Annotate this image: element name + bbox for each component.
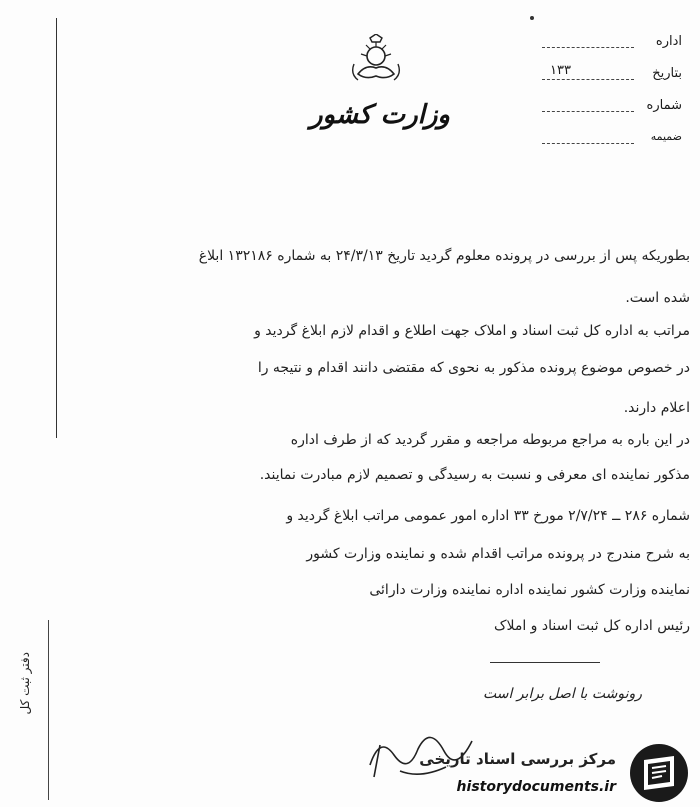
letter-line: شماره ۲۸۶ ــ ۲/۷/۲۴ مورخ ۳۳ اداره امور عمومی مراتب ابلاغ گردید و (286, 508, 690, 524)
certification-line: رونوشت با اصل برابر است (483, 686, 642, 702)
letter-line: رئیس اداره کل ثبت اسناد و املاک (493, 618, 690, 634)
watermark-title: مرکز بررسی اسناد تاریخی (419, 750, 616, 768)
header-field-value: ۱۳۳ (550, 63, 571, 78)
letter-line: مذکور نماینده ای معرفی و نسبت به رسیدگی و تصمیم لازم مبادرت نمایند. (259, 467, 690, 483)
header-field-label: بتاریخ (652, 66, 682, 81)
ink-dot (530, 16, 534, 20)
letter-line: اعلام دارند. (623, 400, 690, 416)
header-field-department (542, 34, 682, 56)
letter-line: نماینده وزارت کشور نماینده اداره نماینده وزارت دارائی (369, 582, 690, 598)
margin-note: دفتر ثبت کل (18, 652, 32, 715)
header-field-label: ضمیمه (650, 130, 682, 143)
lion-and-sun-crest-icon (346, 34, 406, 84)
signature-icon (360, 705, 490, 785)
archive-logo-icon (628, 742, 690, 804)
letter-line: در این باره به مراجع مربوطه مراجعه و مقرر گردید که از طرف اداره (290, 432, 690, 448)
watermark-url: historydocuments.ir (456, 779, 616, 795)
margin-rule-lower (48, 620, 49, 800)
letter-line: در خصوص موضوع پرونده مذکور به نحوی که مقتضی دانند اقدام و نتیجه را (257, 360, 690, 376)
letter-line: شده است. (625, 290, 690, 306)
letter-line: مراتب به اداره کل ثبت اسناد و املاک جهت اطلاع و اقدام لازم ابلاغ گردید و (254, 323, 690, 339)
header-field-number (542, 98, 682, 120)
header-field-label: شماره (646, 98, 682, 113)
margin-rule (56, 18, 57, 438)
header-field-attachment (542, 130, 682, 152)
header-field-date (542, 63, 682, 88)
header-field-label: اداره (655, 34, 682, 49)
separator-line (490, 662, 600, 663)
letter-line: بطوریکه پس از بررسی در پرونده معلوم گردید تاریخ ۲۴/۳/۱۳ به شماره ۱۳۲۱۸۶ ابلاغ (198, 248, 690, 264)
letter-line: به شرح مندرج در پرونده مراتب اقدام شده و نماینده وزارت کشور (306, 546, 690, 562)
ministry-title: وزارت کشور (310, 100, 450, 130)
